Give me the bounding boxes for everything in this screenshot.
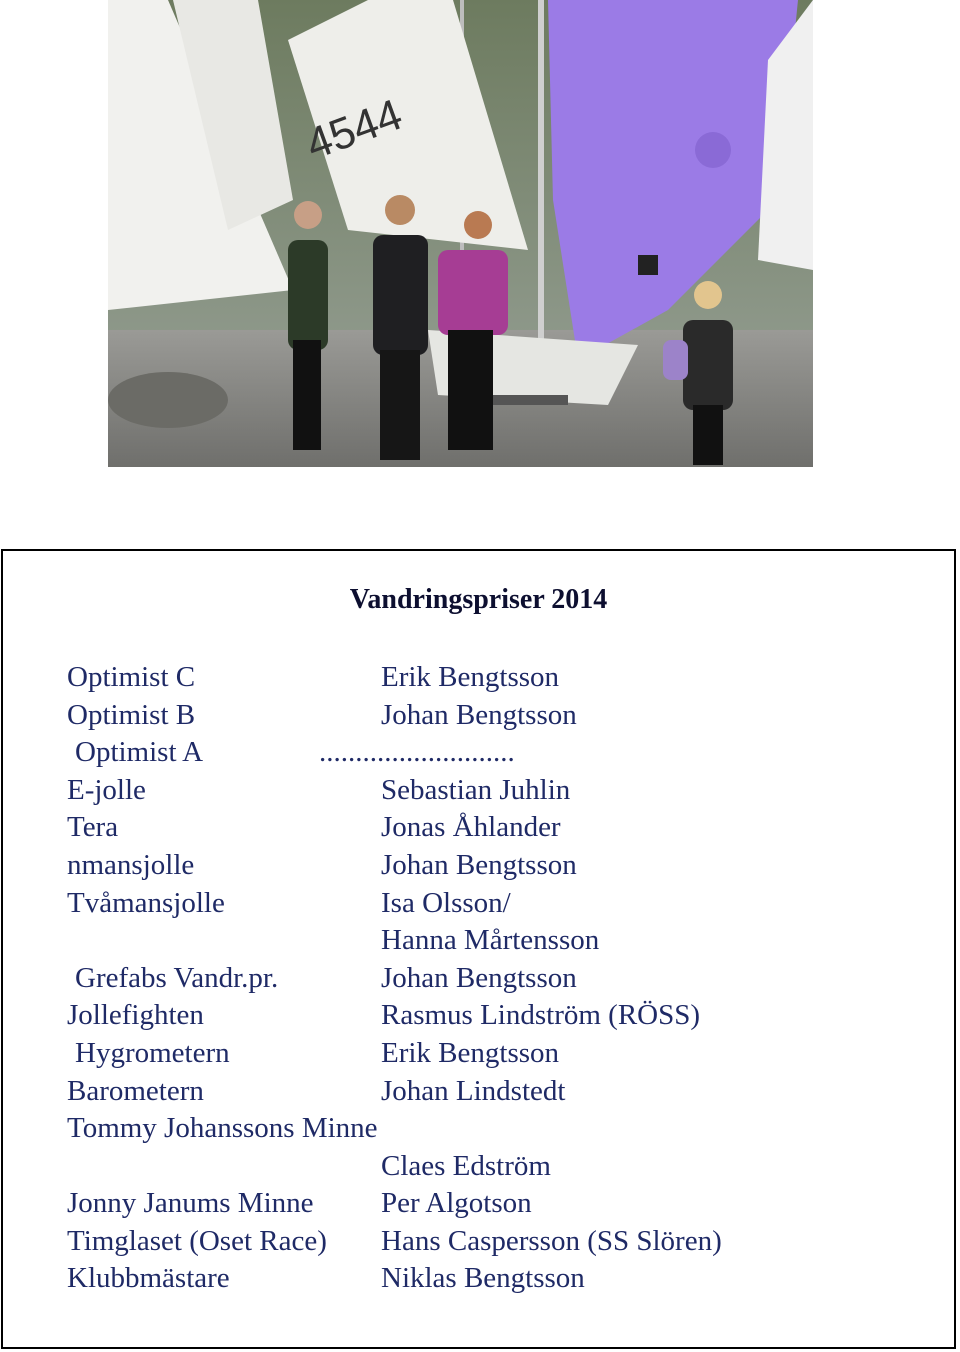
award-winner: Hanna Mårtensson <box>381 924 600 956</box>
award-category: E-jolle <box>67 774 146 806</box>
award-category: Tommy Johanssons Minne <box>67 1112 378 1144</box>
awards-box <box>1 549 956 1349</box>
award-category: Hygrometern <box>75 1037 230 1069</box>
award-category: Optimist C <box>67 661 196 693</box>
award-category: Timglaset (Oset Race) <box>67 1225 327 1257</box>
svg-text:4544: 4544 <box>299 89 409 170</box>
award-winner: Johan Lindstedt <box>381 1075 566 1107</box>
award-winner: Johan Bengtsson <box>381 849 577 881</box>
award-category: Tera <box>67 811 119 843</box>
sailing-photo <box>108 0 813 467</box>
award-category: Optimist A <box>75 736 204 768</box>
award-winner: Isa Olsson/ <box>381 887 511 919</box>
award-category: Jollefighten <box>67 999 204 1031</box>
award-winner: Hans Caspersson (SS Slören) <box>381 1225 722 1257</box>
awards-title: Vandringspriser 2014 <box>349 584 608 615</box>
award-category: Jonny Janums Minne <box>67 1187 314 1219</box>
award-winner: Rasmus Lindström (RÖSS) <box>381 999 701 1031</box>
award-winner: Niklas Bengtsson <box>381 1262 585 1294</box>
award-category: Grefabs Vandr.pr. <box>75 962 279 994</box>
award-category: Klubbmästare <box>67 1262 230 1294</box>
award-winner: Sebastian Juhlin <box>381 774 571 806</box>
award-winner: Per Algotson <box>381 1187 532 1219</box>
award-winner: Erik Bengtsson <box>381 1037 560 1069</box>
award-category: Barometern <box>67 1075 204 1107</box>
award-winner: Erik Bengtsson <box>381 661 560 693</box>
award-category: Tvåmansjolle <box>67 887 225 919</box>
award-category: Optimist B <box>67 699 196 731</box>
award-winner: Johan Bengtsson <box>381 962 577 994</box>
award-winner: ........................... <box>319 736 515 768</box>
award-winner: Jonas Åhlander <box>381 811 561 843</box>
award-category: nmansjolle <box>67 849 195 881</box>
photo-illustration <box>108 0 813 467</box>
award-winner: Johan Bengtsson <box>381 699 577 731</box>
award-winner: Claes Edström <box>381 1150 551 1182</box>
